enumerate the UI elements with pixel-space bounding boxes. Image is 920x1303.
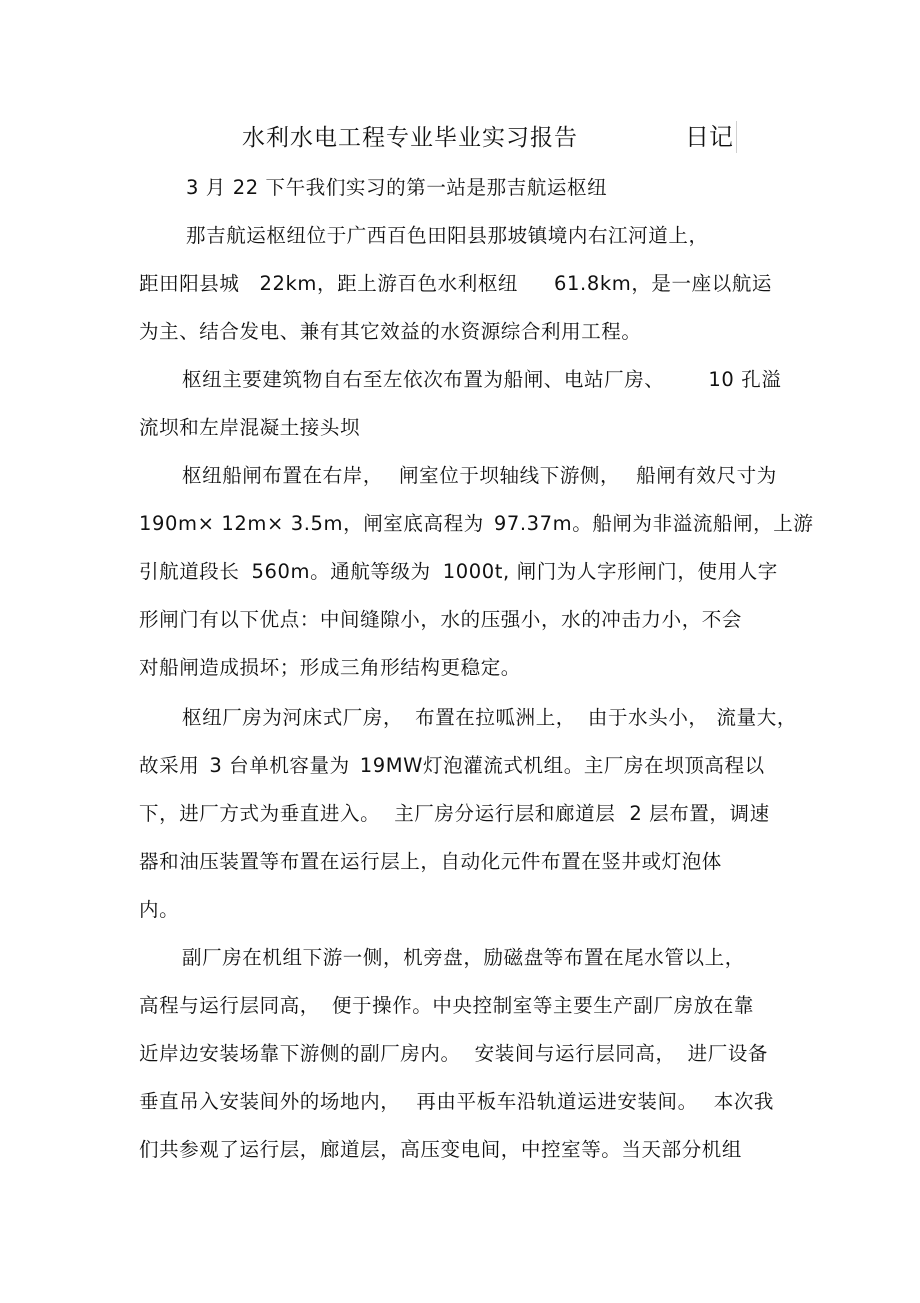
text-segment: 19MW灯泡灌流式机组。主厂房在坝顶高程以 [359,754,765,777]
text-segment: 安装间与运行层同高， [474,1042,676,1065]
p3-line-2 [139,512,813,536]
p3-line-4: 形闸门有以下优点：中间缝隙小，水的压强小，水的冲击力小，不会 [139,608,743,631]
p5-line-2 [139,994,754,1018]
p1-line-3: 为主、结合发电、兼有其它效益的水资源综合利用工程。 [139,320,642,343]
p4-line-3 [139,802,770,826]
text-segment: 布置在拉呱洲上， [415,706,576,729]
text-segment: 闸室位于坝轴线下游侧， [399,464,621,487]
text-segment: 引航道段长 [139,560,240,583]
text-segment: 190m× 12m× 3.5m，闸室底高程为 [139,512,484,535]
text-segment: 下，进厂方式为垂直进入。 [139,802,381,825]
p1-line-2 [139,272,772,296]
p4-line-1 [182,706,797,730]
title-suffix: 日记 [682,121,737,153]
text-segment: 1000t, 闸门为人字形闸门，使用人字 [442,560,778,583]
p1-line-1: 那吉航运枢纽位于广西百色田阳县那坡镇境内右江河道上， [186,224,709,247]
p2-line-2: 流坝和左岸混凝土接头坝 [139,416,361,439]
text-segment: 高程与运行层同高， [139,994,320,1017]
text-segment: 10 孔溢 [708,368,782,391]
text-segment: 船闸有效尺寸为 [636,464,777,487]
text-segment: 进厂设备 [687,1042,769,1065]
p4-line-5: 内。 [139,898,180,921]
text-segment: 故采用 [139,754,200,777]
text-segment: 主厂房分运行层和廊道层 [394,802,616,825]
text-segment: 近岸边安装场靠下游侧的副厂房内。 [139,1042,461,1065]
text-segment: 距田阳县城 [139,272,240,295]
text-segment: 560m。通航等级为 [251,560,431,583]
p5-line-3 [139,1042,768,1066]
text-segment: 61.8km，是一座以航运 [554,272,773,295]
p4-line-4: 器和油压装置等布置在运行层上，自动化元件布置在竖井或灯泡体 [139,850,722,873]
page-title: 水利水电工程专业毕业实习报告 [242,125,578,151]
p5-line-1: 副厂房在机组下游一侧，机旁盘，励磁盘等布置在尾水管以上， [182,946,745,969]
p4-line-2 [139,754,765,778]
p3-line-5: 对船闸造成损坏；形成三角形结构更稳定。 [139,656,521,679]
text-segment: 再由平板车沿轨道运进安装间。 [416,1090,698,1113]
text-segment: 2 层布置，调速 [629,802,770,825]
text-segment: 97.37m。船闸为非溢流船闸，上游 [493,512,814,535]
text-segment: 垂直吊入安装间外的场地内， [139,1090,401,1113]
p3-line-1 [182,464,777,488]
p3-line-3 [139,560,778,584]
text-segment: 3 台单机容量为 [209,754,350,777]
text-segment: 枢纽厂房为河床式厂房， [182,706,404,729]
text-segment: 流量大， [716,706,797,729]
text-segment: 由于水头小， [587,706,709,729]
text-segment: 22km，距上游百色水利枢纽 [259,272,519,295]
p5-line-5: 们共参观了运行层，廊道层，高压变电间，中控室等。当天部分机组 [139,1138,743,1161]
text-segment: 本次我 [713,1090,775,1113]
text-segment: 枢纽主要建筑物自右至左依次布置为船闸、电站厂房、 [182,368,665,391]
p5-line-4 [139,1090,774,1114]
text-segment: 枢纽船闸布置在右岸， [182,464,384,487]
date-line: 3 月 22 下午我们实习的第一站是那吉航运枢纽 [186,176,608,199]
text-segment: 便于操作。中央控制室等主要生产副厂房放在靠 [331,994,755,1017]
p2-line-1 [182,368,781,392]
